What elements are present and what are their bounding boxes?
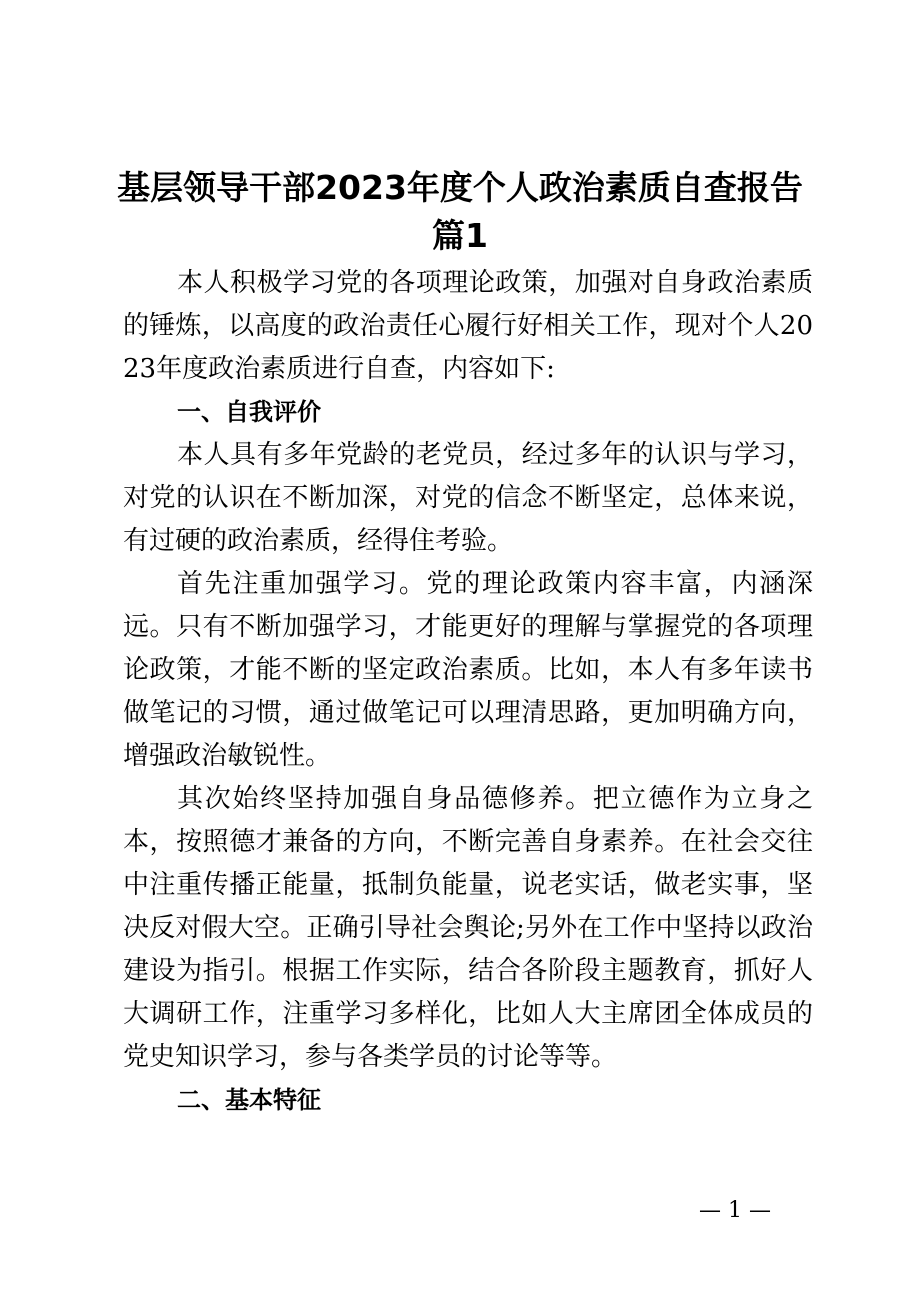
body-paragraph: 首先注重加强学习。党的理论政策内容丰富，内涵深远。只有不断加强学习，才能更好的理解与掌握党的各项理论政策，才能不断的坚定政治素质。比如，本人有多年读书做笔记的习惯，通过做笔记可以理清思路，更加明确方向，增强政治敏锐性。 [123,569,813,771]
body-paragraph: 本人具有多年党龄的老党员，经过多年的认识与学习，对党的认识在不断加深，对党的信念不断坚定，总体来说，有过硬的政治素质，经得住考验。 [123,440,813,556]
body-paragraph: 其次始终坚持加强自身品德修养。把立德作为立身之本，按照德才兼备的方向，不断完善自身素养。在社会交往中注重传播正能量，抵制负能量，说老实话，做老实事，坚决反对假大空。正确引导社会舆论;另外在工作中坚持以政治建设为指引。根据工作实际，结合各阶段主题教育，抓好人大调研工作，注重学习多样化，比如人大主席团全体成员的党史知识学习，参与各类学员的讨论等等。 [123,784,813,1072]
section-heading-basic-features: 二、基本特征 [177,1086,321,1114]
page-number: — 1 — [699,1198,771,1223]
document-body [123,262,813,1122]
section-heading-self-evaluation: 一、自我评价 [177,398,321,426]
intro-paragraph: 本人积极学习党的各项理论政策，加强对自身政治素质的锤炼，以高度的政治责任心履行好相关工作，现对个人2023年度政治素质进行自查，内容如下: [123,268,813,384]
document-title: 基层领导干部2023年度个人政治素质自查报告篇1 [117,168,803,255]
